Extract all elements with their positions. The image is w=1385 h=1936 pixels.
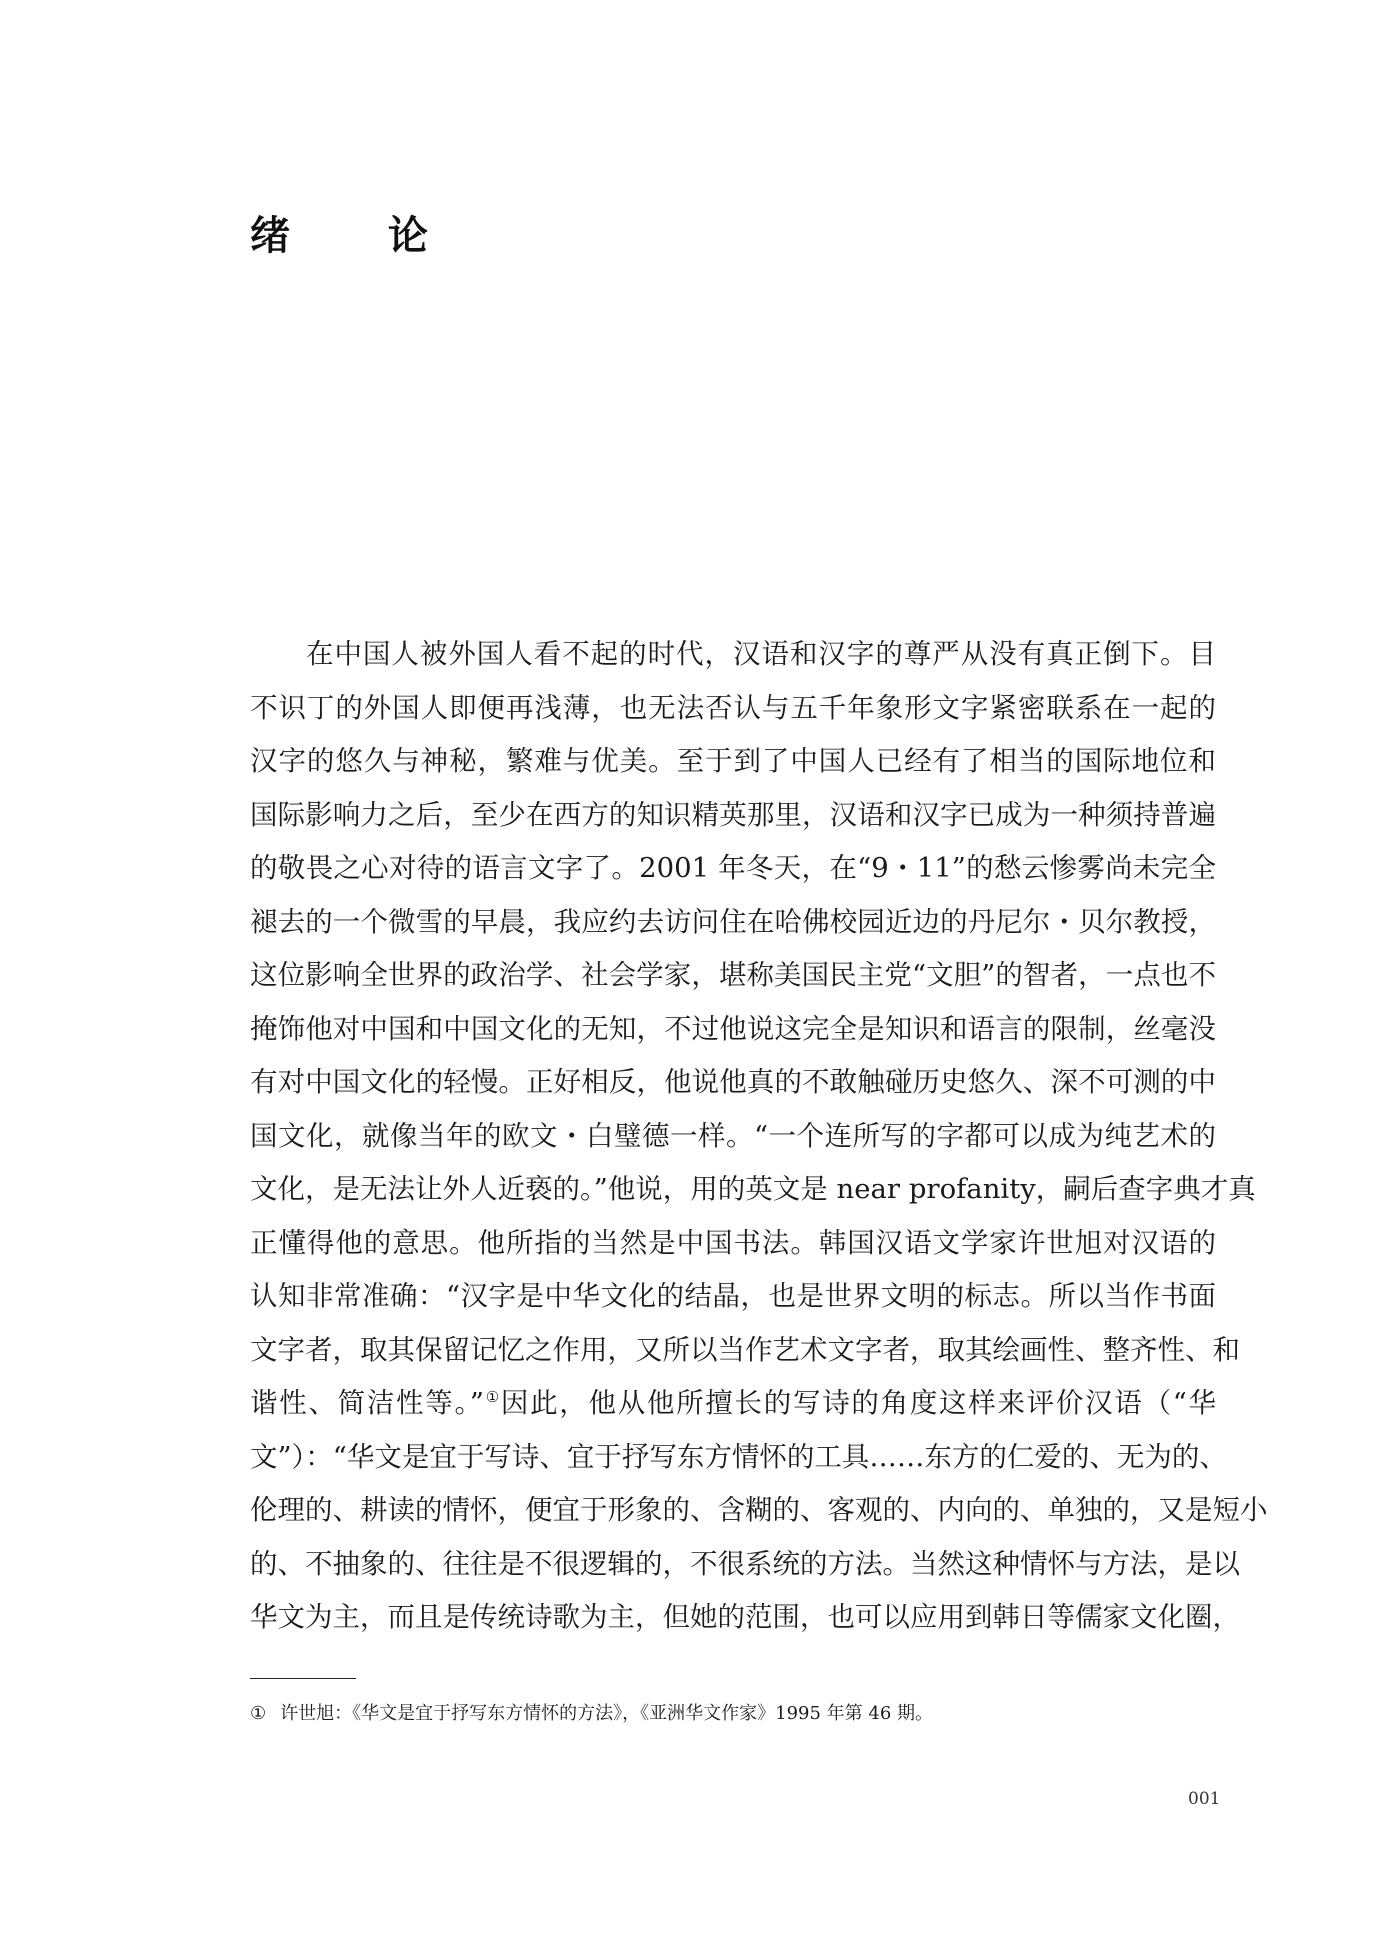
paragraph-line: 国际影响力之后，至少在西方的知识精英那里，汉语和汉字已成为一种须持普遍 — [250, 798, 1216, 831]
paragraph-line: 伦理的、耕读的情怀，便宜于形象的、含糊的、客观的、内向的、单独的，又是短小 — [250, 1494, 1268, 1526]
line-text-before-mark: 谐性、简洁性等。” — [250, 1387, 484, 1419]
paragraph-line: 的、不抽象的、往往是不很逻辑的，不很系统的方法。当然这种情怀与方法，是以 — [250, 1547, 1240, 1580]
paragraph-line: 正懂得他的意思。他所指的当然是中国书法。韩国汉语文学家许世旭对汉语的 — [250, 1226, 1216, 1259]
paragraph-line: 褪去的一个微雪的早晨，我应约去访问住在哈佛校园近边的丹尼尔・贝尔教授， — [250, 905, 1216, 938]
paragraph-line: 有对中国文化的轻慢。正好相反，他说他真的不敢触碰历史悠久、深不可测的中 — [250, 1066, 1216, 1098]
paragraph-line: 在中国人被外国人看不起的时代，汉语和汉字的尊严从没有真正倒下。目 — [306, 638, 1216, 670]
paragraph-line: 文字者，取其保留记忆之作用，又所以当作艺术文字者，取其绘画性、整齐性、和 — [250, 1333, 1240, 1366]
paragraph-line: 认知非常准确：“汉字是中华文化的结晶，也是世界文明的标志。所以当作书面 — [250, 1280, 1216, 1312]
footnote-divider — [250, 1678, 356, 1679]
footnote-number: ① — [250, 1703, 267, 1724]
page-number: 001 — [1188, 1789, 1221, 1809]
paragraph-line: 文化，是无法让外人近亵的。”他说，用的英文是 near profanity，嗣后查字典才真 — [250, 1173, 1256, 1205]
paragraph-line: 的敬畏之心对待的语言文字了。2001 年冬天，在“9・11”的愁云惨雾尚未完全 — [250, 852, 1216, 884]
paragraph-line-with-footnote — [250, 1377, 1216, 1431]
footnote — [250, 1701, 933, 1727]
paragraph-line: 掩饰他对中国和中国文化的无知，不过他说这完全是知识和语言的限制，丝毫没 — [250, 1012, 1216, 1045]
body-paragraph — [250, 628, 1268, 1645]
paragraph-line: 不识丁的外国人即便再浅薄，也无法否认与五千年象形文字紧密联系在一起的 — [250, 691, 1216, 724]
paragraph-line: 国文化，就像当年的欧文・白璧德一样。“一个连所写的字都可以成为纯艺术的 — [250, 1119, 1216, 1152]
footnote-reference-mark[interactable]: ① — [484, 1387, 501, 1406]
footnote-text: 许世旭：《华文是宜于抒写东方情怀的方法》，《亚洲华文作家》1995 年第 46 期。 — [280, 1703, 934, 1724]
paragraph-line: 文”）：“华文是宜于写诗、宜于抒写东方情怀的工具……东方的仁爱的、无为的、 — [250, 1440, 1227, 1473]
paragraph-line: 汉字的悠久与神秘，繁难与优美。至于到了中国人已经有了相当的国际地位和 — [250, 745, 1216, 777]
paragraph-line: 华文为主，而且是传统诗歌为主，但她的范围，也可以应用到韩日等儒家文化圈， — [250, 1601, 1240, 1633]
line-text-after-mark: 因此，他从他所擅长的写诗的角度这样来评价汉语（“华 — [500, 1387, 1216, 1419]
chapter-title: 绪 论 — [250, 213, 470, 259]
paragraph-line: 这位影响全世界的政治学、社会学家，堪称美国民主党“文胆”的智者，一点也不 — [250, 959, 1216, 991]
